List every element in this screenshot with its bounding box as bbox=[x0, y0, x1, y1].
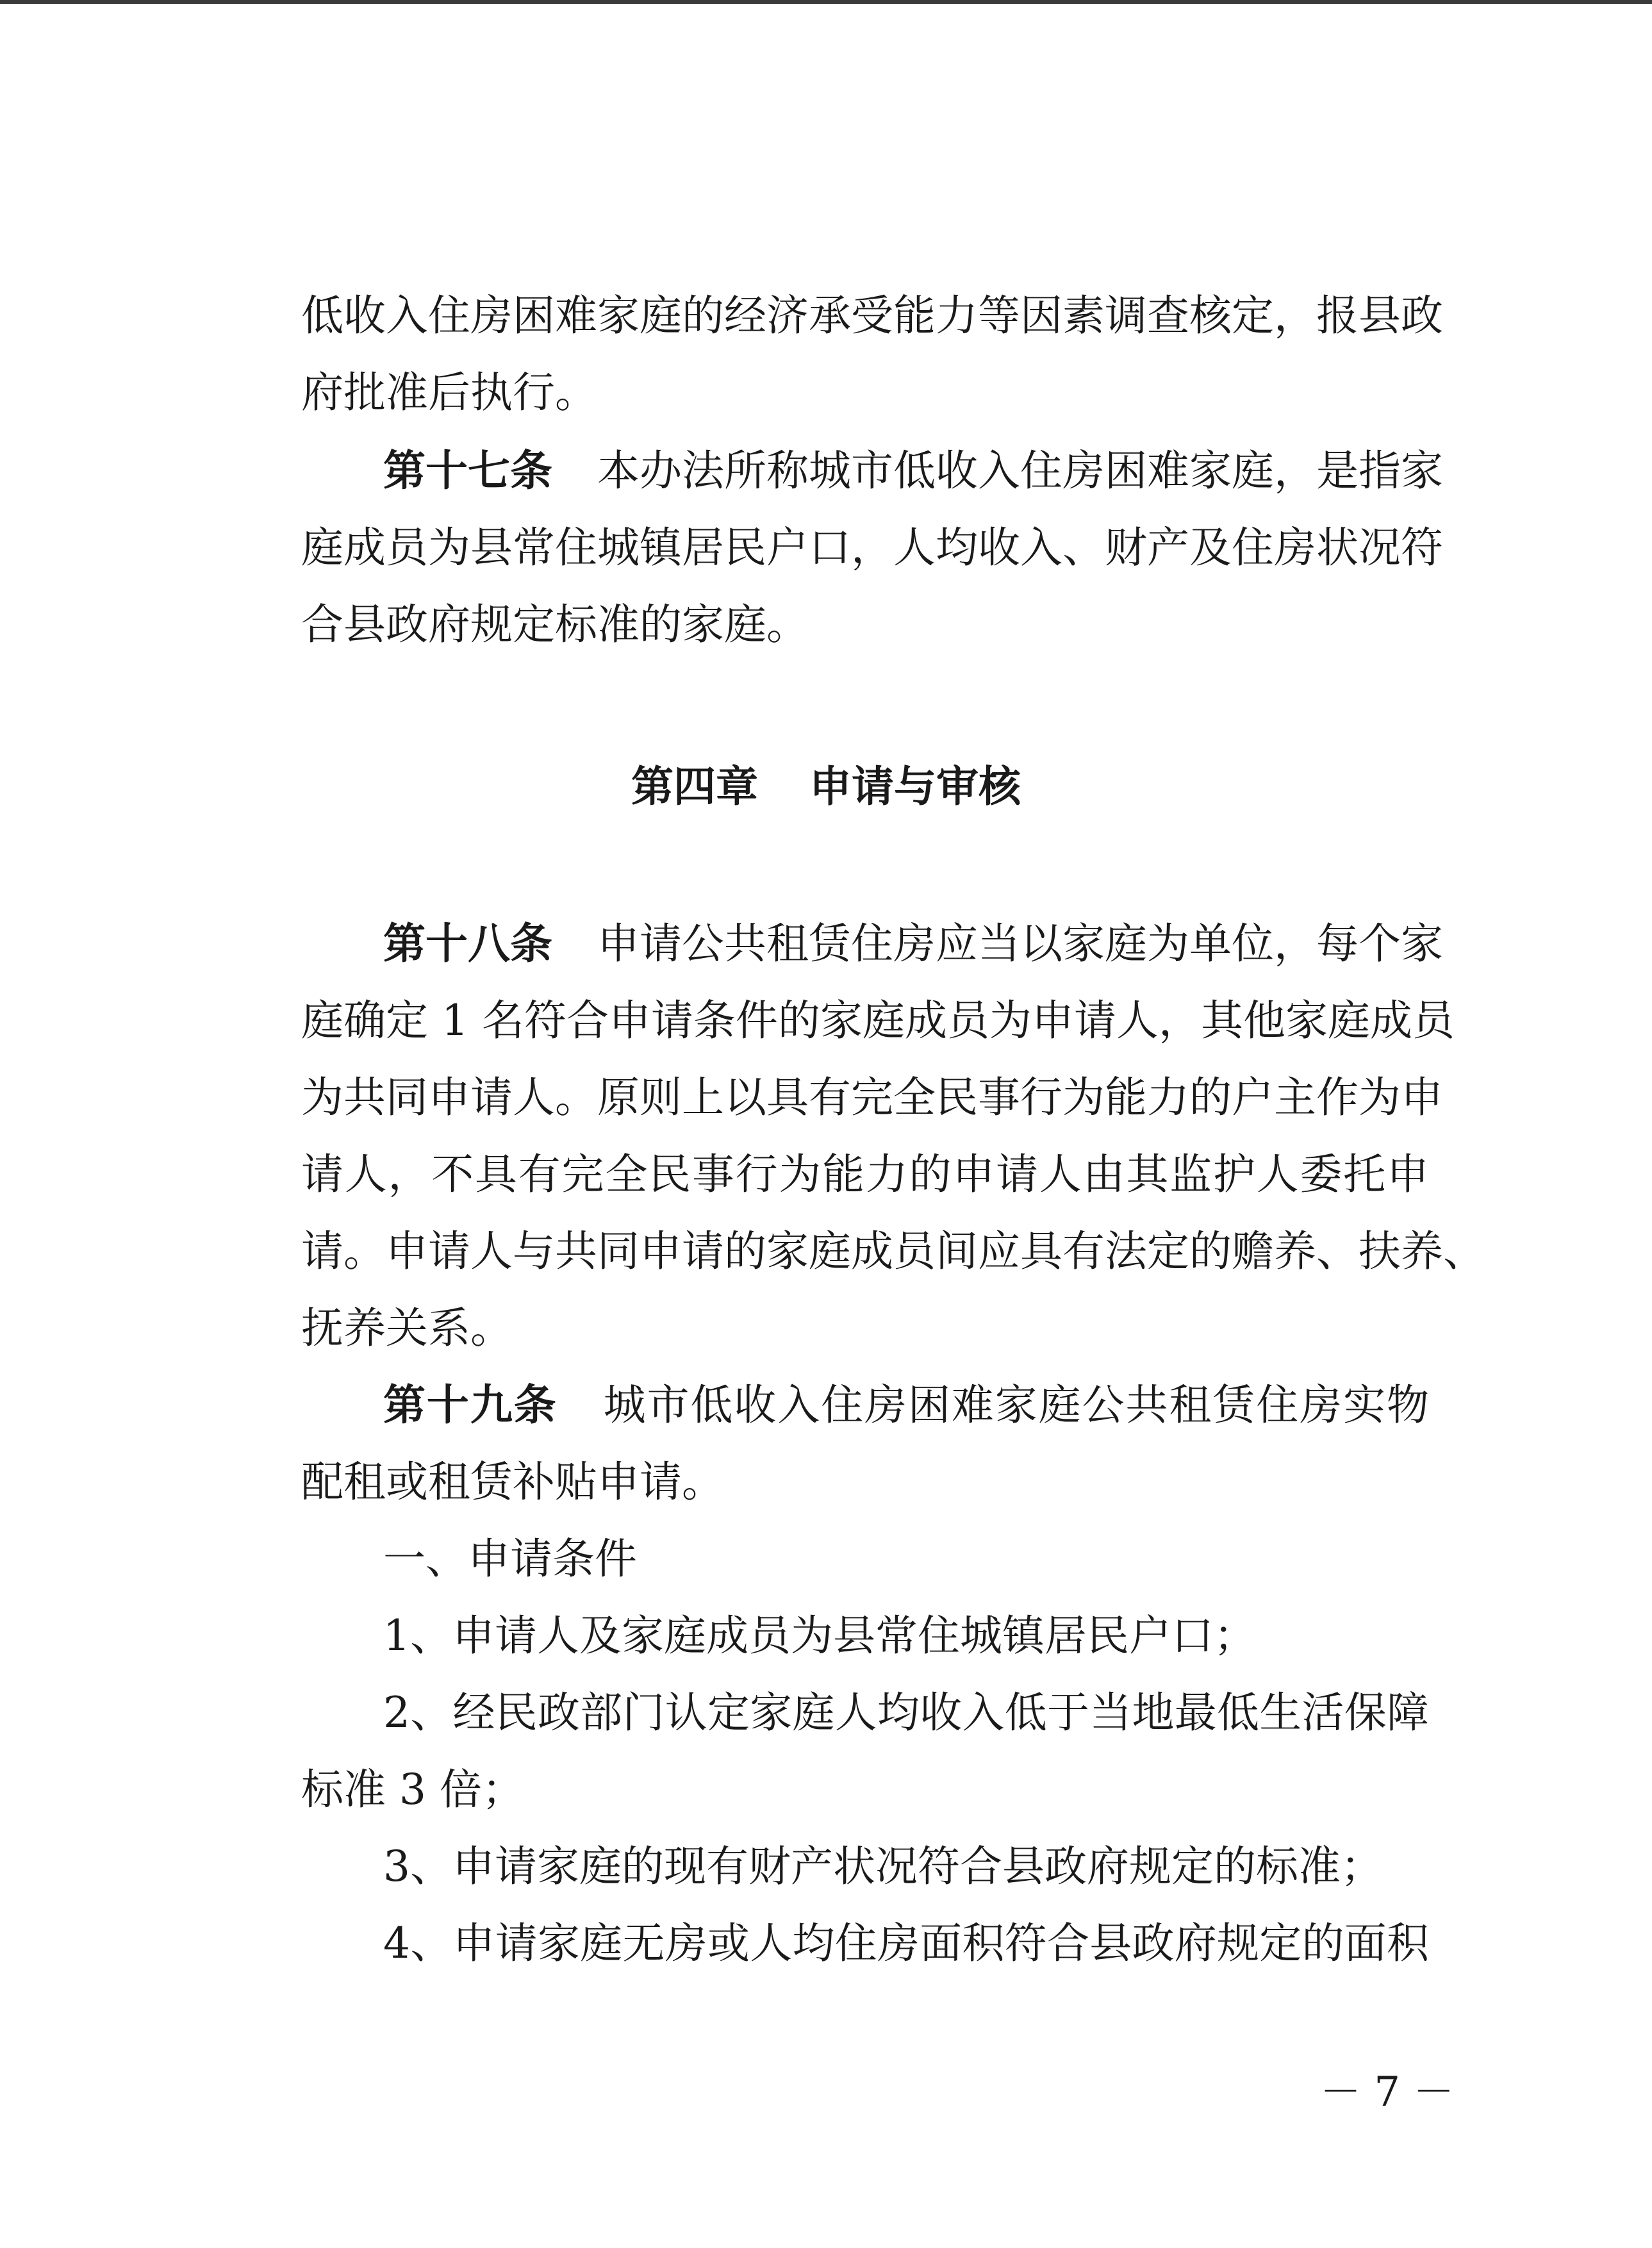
article-18-text: 申请公共租赁住房应当以家庭为单位，每个家 bbox=[597, 919, 1443, 968]
condition-item-1: 1、申请人及家庭成员为县常住城镇居民户口； bbox=[383, 1611, 1256, 1660]
article-18-line-4: 请人，不具有完全民事行为能力的申请人由其监护人委托申 bbox=[301, 1150, 1429, 1199]
paragraph-continuation-line-2: 府批准后执行。 bbox=[301, 368, 597, 417]
article-18-line-6: 抚养关系。 bbox=[301, 1303, 513, 1353]
article-19-line-1 bbox=[383, 1375, 1429, 1436]
article-19-number: 第十九条 bbox=[383, 1380, 558, 1430]
chapter-number: 第四章 bbox=[631, 762, 758, 811]
page-number: － 7 － bbox=[1320, 2069, 1455, 2116]
article-18-line-3: 为共同申请人。原则上以具有完全民事行为能力的户主作为申 bbox=[301, 1073, 1443, 1122]
chapter-heading bbox=[0, 756, 1652, 818]
paragraph-continuation-line-1: 低收入住房困难家庭的经济承受能力等因素调查核定，报县政 bbox=[301, 291, 1443, 340]
article-19-text: 城市低收入住房困难家庭公共租赁住房实物 bbox=[602, 1380, 1430, 1430]
condition-item-3: 3、申请家庭的现有财产状况符合县政府规定的标准； bbox=[383, 1842, 1383, 1891]
condition-item-4-line-1: 4、申请家庭无房或人均住房面积符合县政府规定的面积 bbox=[383, 1919, 1429, 1968]
article-17-number: 第十七条 bbox=[383, 446, 552, 495]
conditions-heading: 一、申请条件 bbox=[383, 1534, 637, 1583]
article-18-line-1 bbox=[383, 913, 1443, 975]
article-19-line-2: 配租或租赁补贴申请。 bbox=[301, 1457, 724, 1507]
article-18-line-5: 请。申请人与共同申请的家庭成员间应具有法定的赡养、扶养、 bbox=[301, 1227, 1485, 1276]
article-17-line-2: 庭成员为县常住城镇居民户口，人均收入、财产及住房状况符 bbox=[301, 523, 1443, 572]
condition-item-2-line-2: 标准 3 倍； bbox=[301, 1765, 524, 1814]
article-18-number: 第十八条 bbox=[383, 919, 552, 968]
article-17-text: 本办法所称城市低收入住房困难家庭，是指家 bbox=[597, 446, 1443, 495]
article-18-line-2: 庭确定 1 名符合申请条件的家庭成员为申请人，其他家庭成员 bbox=[301, 996, 1455, 1045]
condition-item-2-line-1: 2、经民政部门认定家庭人均收入低于当地最低生活保障 bbox=[383, 1688, 1429, 1737]
article-17-line-3: 合县政府规定标准的家庭。 bbox=[301, 600, 809, 649]
article-17-line-1 bbox=[383, 440, 1443, 502]
chapter-title: 申请与审核 bbox=[809, 762, 1021, 811]
